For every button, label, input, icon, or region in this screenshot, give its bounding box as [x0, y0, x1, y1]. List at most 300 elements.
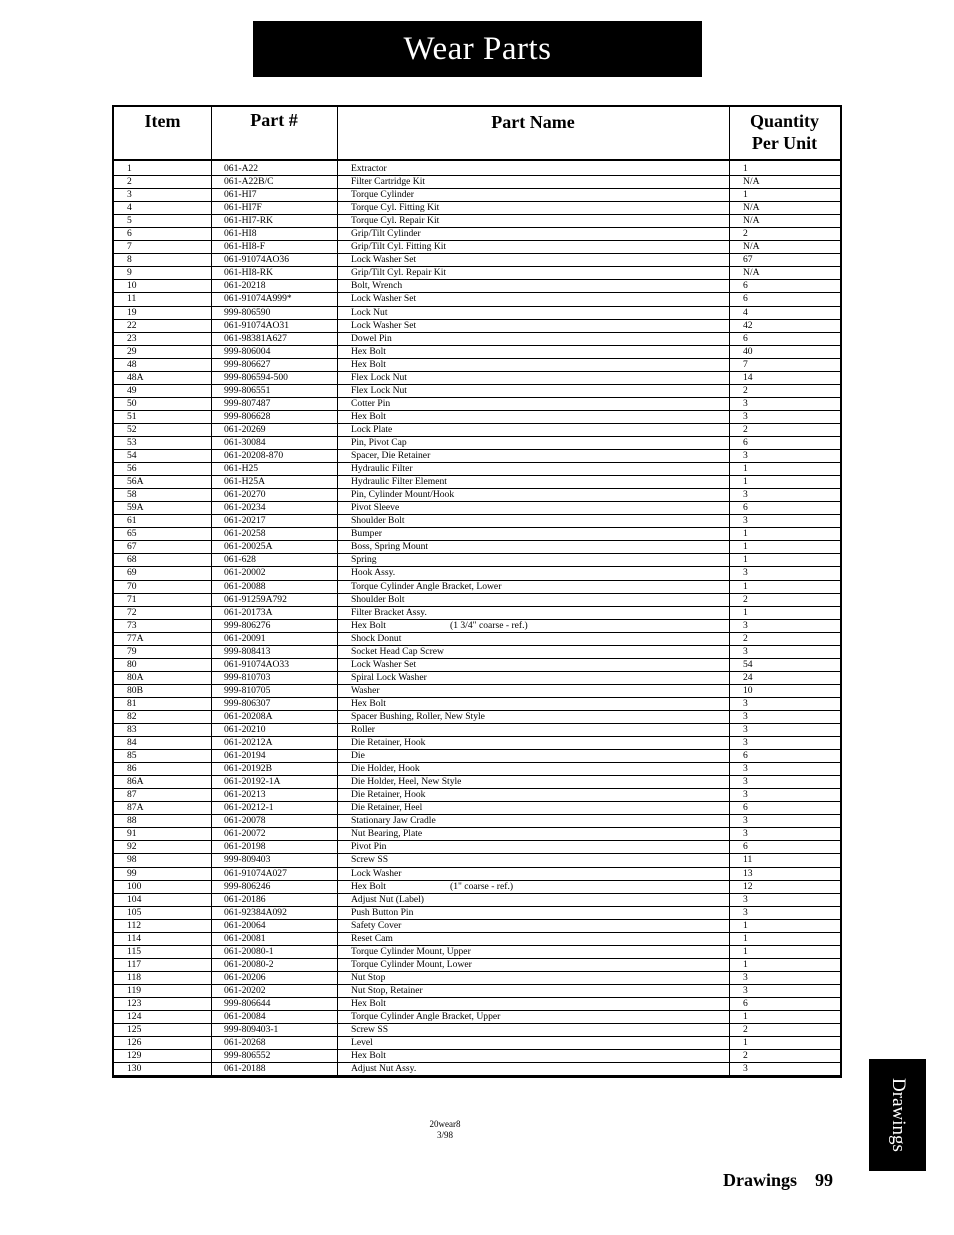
quantity-cell: 6 [743, 436, 748, 448]
item-cell: 6 [127, 228, 132, 240]
part-name-cell: Die [351, 750, 365, 762]
item-cell: 125 [127, 1024, 142, 1036]
part-name-cell: Stationary Jaw Cradle [351, 815, 436, 827]
item-cell: 52 [127, 423, 137, 435]
item-cell: 118 [127, 971, 142, 983]
part-number-cell: 999-810703 [224, 671, 271, 683]
item-cell: 70 [127, 580, 137, 592]
table-row [114, 607, 840, 620]
item-cell: 83 [127, 724, 137, 736]
quantity-cell: 67 [743, 254, 753, 266]
part-number-cell: 061-20213 [224, 789, 266, 801]
table-row [114, 554, 840, 567]
item-cell: 123 [127, 998, 142, 1009]
part-name-cell: Torque Cylinder [351, 189, 415, 201]
item-cell: 117 [127, 958, 142, 970]
item-cell: 4 [127, 202, 132, 214]
part-name-cell: Hex Bolt [351, 998, 386, 1009]
item-cell: 1 [127, 163, 132, 174]
item-cell: 85 [127, 750, 137, 762]
part-number-cell: 061-H25A [224, 476, 266, 488]
table-row [114, 907, 840, 920]
quantity-cell: 40 [743, 345, 753, 357]
quantity-cell: 2 [743, 1050, 748, 1062]
quantity-cell: 1 [743, 1011, 748, 1023]
part-name-cell: Screw SS [351, 1024, 389, 1036]
part-name-cell: Die Holder, Heel, New Style [351, 776, 462, 788]
part-number-cell: 061-HI8-F [224, 241, 266, 253]
part-name-cell: Hex Bolt [351, 345, 386, 357]
part-number-cell: 061-20186 [224, 893, 266, 905]
table-row [114, 841, 840, 854]
part-number-cell: 061-20218 [224, 280, 266, 292]
table-row [114, 920, 840, 933]
part-number-cell: 061-20084 [224, 1011, 266, 1023]
table-row [114, 437, 840, 450]
quantity-cell: 1 [743, 554, 748, 566]
part-name-note: (1 3/4" coarse - ref.) [450, 619, 528, 631]
item-cell: 115 [127, 945, 142, 957]
part-number-cell: 061-30084 [224, 436, 266, 448]
part-number-cell: 061-20202 [224, 984, 266, 996]
table-row [114, 528, 840, 541]
part-number-cell: 061-98381A627 [224, 332, 287, 344]
quantity-cell: 1 [743, 606, 748, 618]
part-name-cell: Die Holder, Hook [351, 763, 420, 775]
part-name-cell: Hook Assy. [351, 567, 396, 579]
part-number-cell: 061-91074AO36 [224, 254, 290, 266]
part-number-cell: 061-20268 [224, 1037, 266, 1049]
item-cell: 9 [127, 267, 132, 279]
part-number-cell: 061-91259A792 [224, 593, 287, 605]
quantity-cell: 3 [743, 515, 748, 527]
table-row [114, 267, 840, 280]
table-row [114, 372, 840, 385]
part-name-cell: Nut Stop [351, 971, 386, 983]
quantity-cell: 1 [743, 189, 748, 201]
part-name-cell: Shock Donut [351, 632, 402, 644]
quantity-cell: 3 [743, 450, 748, 462]
quantity-cell: 2 [743, 384, 748, 396]
part-number-cell: 999-809403 [224, 854, 271, 866]
item-cell: 114 [127, 932, 142, 944]
item-cell: 129 [127, 1050, 142, 1062]
item-cell: 56A [127, 476, 144, 488]
table-row [114, 502, 840, 515]
part-number-cell: 999-806644 [224, 998, 271, 1009]
quantity-cell: 3 [743, 893, 748, 905]
quantity-cell: N/A [743, 176, 760, 188]
table-row [114, 333, 840, 346]
part-name-cell: Shoulder Bolt [351, 593, 405, 605]
part-number-cell: 999-810705 [224, 684, 271, 696]
table-row [114, 280, 840, 293]
header-quantity [729, 107, 840, 161]
item-cell: 69 [127, 567, 137, 579]
item-cell: 86 [127, 763, 137, 775]
part-number-cell: 061-20080-2 [224, 958, 274, 970]
table-row [114, 933, 840, 946]
table-row [114, 202, 840, 215]
part-number-cell: 061-HI7 [224, 189, 257, 201]
table-row [114, 868, 840, 881]
item-cell: 71 [127, 593, 137, 605]
table-row [114, 594, 840, 607]
quantity-cell: 4 [743, 306, 748, 318]
part-name-cell: Extractor [351, 163, 387, 174]
item-cell: 104 [127, 893, 142, 905]
part-name-cell: Filter Bracket Assy. [351, 606, 427, 618]
part-name-cell: Cotter Pin [351, 397, 391, 409]
quantity-cell: 6 [743, 750, 748, 762]
part-number-cell: 061-20212A [224, 737, 273, 749]
table-row [114, 815, 840, 828]
quantity-cell: N/A [743, 202, 760, 214]
part-number-cell: 999-807487 [224, 397, 271, 409]
part-name-note: (1" coarse - ref.) [450, 880, 514, 892]
item-cell: 119 [127, 984, 142, 996]
part-name-cell: Die Retainer, Hook [351, 737, 426, 749]
item-cell: 59A [127, 502, 144, 514]
item-cell: 53 [127, 436, 137, 448]
part-name-cell: Spacer, Die Retainer [351, 450, 431, 462]
part-number-cell: 061-20208A [224, 710, 273, 722]
item-cell: 80A [127, 671, 144, 683]
part-name-cell: Hex Bolt [351, 358, 386, 370]
part-number-cell: 061-20081 [224, 932, 266, 944]
item-cell: 29 [127, 345, 137, 357]
part-name-cell: Spacer Bushing, Roller, New Style [351, 710, 485, 722]
item-cell: 58 [127, 489, 137, 501]
table-body [114, 163, 840, 1076]
table-row [114, 1011, 840, 1024]
part-number-cell: 061-20078 [224, 815, 266, 827]
quantity-cell: 3 [743, 645, 748, 657]
table-row [114, 972, 840, 985]
quantity-cell: 6 [743, 802, 748, 814]
table-row [114, 685, 840, 698]
table-row [114, 750, 840, 763]
item-cell: 56 [127, 463, 137, 475]
quantity-cell: 3 [743, 724, 748, 736]
quantity-cell: 3 [743, 815, 748, 827]
table-row [114, 620, 840, 633]
item-cell: 8 [127, 254, 132, 266]
part-number-cell: 999-806627 [224, 358, 271, 370]
part-number-cell: 061-20025A [224, 541, 273, 553]
part-number-cell: 061-20080-1 [224, 945, 274, 957]
quantity-cell: 10 [743, 684, 753, 696]
part-number-cell: 061-20234 [224, 502, 266, 514]
part-name-cell: Level [351, 1037, 373, 1049]
part-name-cell: Hex Bolt [351, 1050, 386, 1062]
table-row [114, 698, 840, 711]
quantity-cell: 1 [743, 919, 748, 931]
item-cell: 130 [127, 1063, 142, 1075]
part-name-cell: Push Button Pin [351, 906, 414, 918]
part-name-cell: Lock Washer Set [351, 319, 417, 331]
table-row [114, 646, 840, 659]
item-cell: 77A [127, 632, 144, 644]
quantity-cell: 1 [743, 163, 748, 174]
item-cell: 49 [127, 384, 137, 396]
quantity-cell: 3 [743, 489, 748, 501]
quantity-cell: 1 [743, 476, 748, 488]
quantity-cell: 1 [743, 1037, 748, 1049]
quantity-cell: 11 [743, 854, 753, 866]
quantity-cell: 14 [743, 371, 753, 383]
table-row [114, 476, 840, 489]
part-number-cell: 061-20088 [224, 580, 266, 592]
item-cell: 67 [127, 541, 137, 553]
part-number-cell: 999-806552 [224, 1050, 271, 1062]
part-number-cell: 061-91074AO33 [224, 658, 290, 670]
part-name-cell: Lock Washer [351, 867, 402, 879]
table-row [114, 894, 840, 907]
page-title: Wear Parts [253, 21, 702, 77]
item-cell: 87 [127, 789, 137, 801]
part-number-cell: 061-HI7-RK [224, 215, 274, 227]
section-tab[interactable] [869, 1059, 926, 1171]
part-name-cell: Lock Nut [351, 306, 388, 318]
quantity-cell: 3 [743, 737, 748, 749]
part-number-cell: 061-A22 [224, 163, 259, 174]
quantity-cell: N/A [743, 267, 760, 279]
item-cell: 86A [127, 776, 144, 788]
part-number-cell: 061-HI7F [224, 202, 262, 214]
quantity-cell: 3 [743, 710, 748, 722]
part-name-cell: Safety Cover [351, 919, 402, 931]
part-name-cell: Bolt, Wrench [351, 280, 403, 292]
part-number-cell: 061-20258 [224, 528, 266, 540]
part-name-cell: Socket Head Cap Screw [351, 645, 444, 657]
table-row [114, 450, 840, 463]
section-tab-label: Drawings [887, 1078, 909, 1152]
quantity-cell: 6 [743, 280, 748, 292]
part-number-cell: 061-20269 [224, 423, 266, 435]
part-number-cell: 061-628 [224, 554, 256, 566]
page-footer [723, 1170, 833, 1191]
part-name-cell: Flex Lock Nut [351, 371, 407, 383]
drawing-code-date: 3/98 [436, 1130, 453, 1140]
item-cell: 79 [127, 645, 137, 657]
part-number-cell: 061-20194 [224, 750, 266, 762]
footer-section: Drawings [723, 1170, 798, 1190]
part-number-cell: 061-HI8-RK [224, 267, 274, 279]
part-name-cell: Boss, Spring Mount [351, 541, 429, 553]
item-cell: 23 [127, 332, 137, 344]
part-name-cell: Flex Lock Nut [351, 384, 407, 396]
quantity-cell: 6 [743, 998, 748, 1009]
item-cell: 48A [127, 371, 144, 383]
table-row [114, 241, 840, 254]
part-name-cell: Grip/Tilt Cyl. Fitting Kit [351, 241, 447, 253]
item-cell: 87A [127, 802, 144, 814]
table-row [114, 424, 840, 437]
part-number-cell: 061-91074AO31 [224, 319, 290, 331]
table-row [114, 163, 840, 176]
table-row [114, 802, 840, 815]
drawing-code-id: 20wear8 [429, 1119, 461, 1129]
table-row [114, 293, 840, 306]
quantity-cell: 12 [743, 880, 753, 892]
quantity-cell: 6 [743, 841, 748, 853]
table-row [114, 737, 840, 750]
part-name-cell: Hex Bolt [351, 619, 386, 631]
table-row [114, 489, 840, 502]
item-cell: 22 [127, 319, 137, 331]
quantity-cell: 3 [743, 828, 748, 840]
quantity-cell: 7 [743, 358, 748, 370]
item-cell: 7 [127, 241, 132, 253]
quantity-cell: 6 [743, 502, 748, 514]
item-cell: 10 [127, 280, 137, 292]
part-number-cell: 061-20210 [224, 724, 266, 736]
part-name-cell: Shoulder Bolt [351, 515, 405, 527]
part-name-cell: Lock Washer Set [351, 254, 417, 266]
quantity-cell: 1 [743, 528, 748, 540]
quantity-cell: 24 [743, 671, 753, 683]
item-cell: 92 [127, 841, 137, 853]
quantity-cell: 3 [743, 410, 748, 422]
part-number-cell: 999-806246 [224, 880, 271, 892]
item-cell: 73 [127, 619, 137, 631]
table-row [114, 463, 840, 476]
part-name-cell: Lock Plate [351, 423, 393, 435]
part-number-cell: 061-91074A027 [224, 867, 287, 879]
quantity-cell: N/A [743, 241, 760, 253]
table-row [114, 946, 840, 959]
item-cell: 5 [127, 215, 132, 227]
item-cell: 81 [127, 697, 137, 709]
part-number-cell: 061-20072 [224, 828, 266, 840]
part-name-cell: Hydraulic Filter Element [351, 476, 447, 488]
part-number-cell: 999-808413 [224, 645, 271, 657]
table-row [114, 189, 840, 202]
part-number-cell: 061-20002 [224, 567, 266, 579]
part-name-cell: Nut Stop, Retainer [351, 984, 423, 996]
quantity-cell: 2 [743, 423, 748, 435]
table-row [114, 307, 840, 320]
quantity-cell: 1 [743, 958, 748, 970]
quantity-cell: N/A [743, 215, 760, 227]
item-cell: 105 [127, 906, 142, 918]
part-number-cell: 999-809403-1 [224, 1024, 279, 1036]
table-row [114, 346, 840, 359]
part-name-cell: Torque Cyl. Fitting Kit [351, 202, 440, 214]
table-row [114, 541, 840, 554]
header-part-number: Part # [211, 107, 337, 161]
item-cell: 82 [127, 710, 137, 722]
part-name-cell: Pivot Pin [351, 841, 387, 853]
quantity-cell: 6 [743, 332, 748, 344]
item-cell: 124 [127, 1011, 142, 1023]
table-row [114, 1063, 840, 1076]
item-cell: 11 [127, 293, 137, 305]
part-number-cell: 061-A22B/C [224, 176, 274, 188]
part-number-cell: 999-806307 [224, 697, 271, 709]
header-quantity-line1: Quantity [749, 111, 819, 131]
item-cell: 88 [127, 815, 137, 827]
quantity-cell: 3 [743, 1063, 748, 1075]
part-number-cell: 999-806276 [224, 619, 271, 631]
part-name-cell: Adjust Nut Assy. [351, 1063, 417, 1075]
table-row [114, 985, 840, 998]
part-number-cell: 061-20212-1 [224, 802, 274, 814]
table-row [114, 411, 840, 424]
table-row [114, 959, 840, 972]
table-row [114, 998, 840, 1011]
table-row [114, 711, 840, 724]
table-row [114, 385, 840, 398]
item-cell: 91 [127, 828, 137, 840]
table-row [114, 254, 840, 267]
quantity-cell: 3 [743, 789, 748, 801]
item-cell: 80 [127, 658, 137, 670]
part-number-cell: 061-20091 [224, 632, 266, 644]
part-number-cell: 061-20064 [224, 919, 266, 931]
part-name-cell: Bumper [351, 528, 382, 540]
part-name-cell: Reset Cam [351, 932, 393, 944]
item-cell: 126 [127, 1037, 142, 1049]
item-cell: 99 [127, 867, 137, 879]
item-cell: 84 [127, 737, 137, 749]
table-row [114, 320, 840, 333]
table-row [114, 828, 840, 841]
part-number-cell: 061-20270 [224, 489, 266, 501]
part-name-cell: Hex Bolt [351, 880, 386, 892]
table-row [114, 763, 840, 776]
part-number-cell: 061-HI8 [224, 228, 257, 240]
part-name-cell: Hex Bolt [351, 697, 386, 709]
part-number-cell: 061-20173A [224, 606, 273, 618]
part-name-cell: Die Retainer, Heel [351, 802, 423, 814]
header-quantity-line2: Per Unit [751, 133, 818, 153]
part-name-cell: Torque Cyl. Repair Kit [351, 215, 440, 227]
part-name-cell: Spiral Lock Washer [351, 671, 427, 683]
part-number-cell: 061-20208-870 [224, 450, 284, 462]
header-item: Item [114, 107, 211, 161]
quantity-cell: 3 [743, 397, 748, 409]
item-cell: 19 [127, 306, 137, 318]
table-row [114, 515, 840, 528]
part-name-cell: Torque Cylinder Mount, Upper [351, 945, 471, 957]
table-row [114, 567, 840, 580]
table-row [114, 724, 840, 737]
part-name-cell: Lock Washer Set [351, 293, 417, 305]
quantity-cell: 3 [743, 763, 748, 775]
part-name-cell: Pivot Sleeve [351, 502, 400, 514]
part-number-cell: 999-806004 [224, 345, 271, 357]
quantity-cell: 3 [743, 776, 748, 788]
table-row [114, 581, 840, 594]
part-number-cell: 999-806551 [224, 384, 271, 396]
quantity-cell: 1 [743, 541, 748, 553]
item-cell: 100 [127, 880, 142, 892]
quantity-cell: 2 [743, 632, 748, 644]
part-number-cell: 061-20206 [224, 971, 266, 983]
part-name-cell: Pin, Cylinder Mount/Hook [351, 489, 455, 501]
part-number-cell: 061-20198 [224, 841, 266, 853]
quantity-cell: 54 [743, 658, 753, 670]
quantity-cell: 1 [743, 463, 748, 475]
item-cell: 2 [127, 176, 132, 188]
part-name-cell: Filter Cartridge Kit [351, 176, 426, 188]
table-row [114, 215, 840, 228]
part-name-cell: Screw SS [351, 854, 389, 866]
part-number-cell: 061-20192B [224, 763, 272, 775]
table-row [114, 1024, 840, 1037]
